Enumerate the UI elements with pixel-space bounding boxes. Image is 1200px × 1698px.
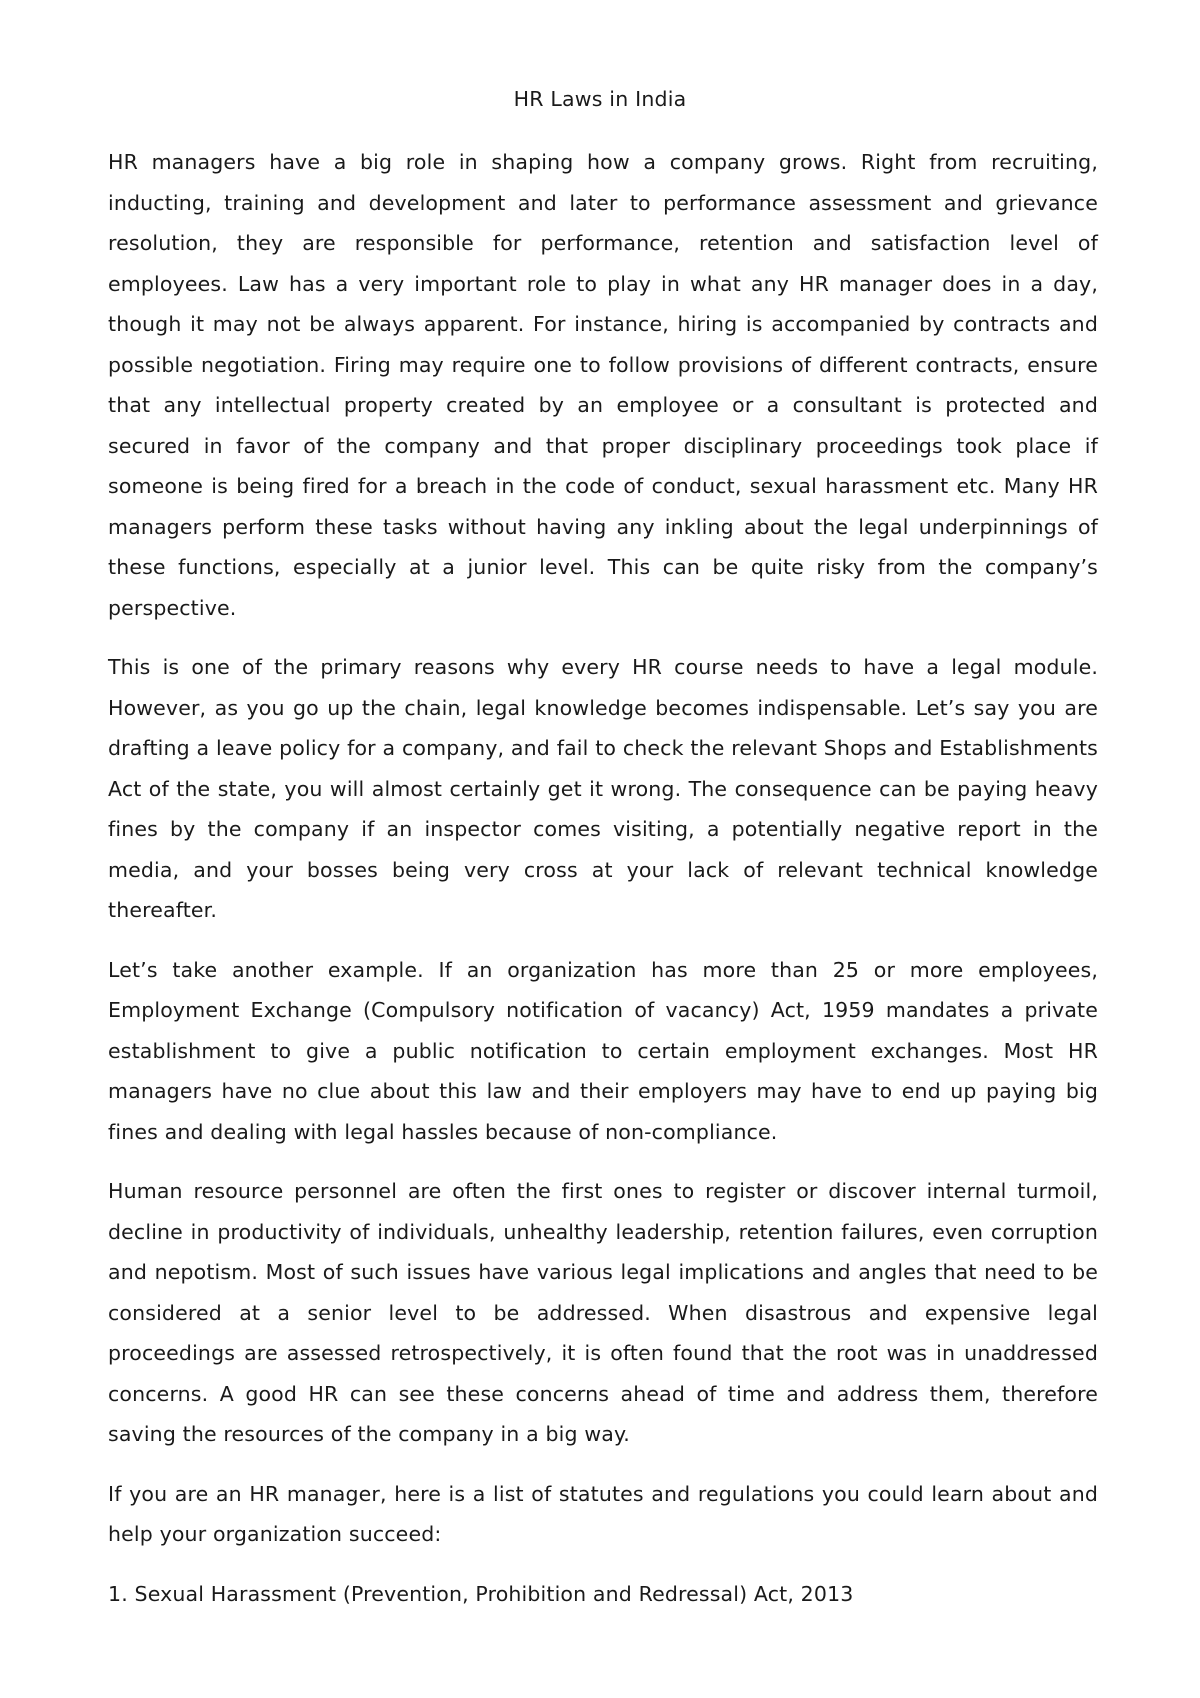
- paragraph-1: HR managers have a big role in shaping how a company grows. Right from recruiting, inducting, training and development and later to performance assessment and grievance resolution, they are responsible for performance, retention and satisfaction level of employees. Law has a very important role to play in what any HR manager does in a day, though it may not be always apparent. For instance, hiring is accompanied by contracts and possible negotiation. Firing may require one to follow provisions of different contracts, ensure that any intellectual property created by an employee or a consultant is protected and secured in favor of the company and that proper disciplinary proceedings took place if someone is being fired for a breach in the code of conduct, sexual harassment etc. Many HR managers perform these tasks without having any inkling about the legal underpinnings of these functions, especially at a junior level. This can be quite risky from the company’s perspective.: [108, 150, 1098, 620]
- document-title: HR Laws in India: [513, 87, 687, 111]
- paragraph-2: This is one of the primary reasons why every HR course needs to have a legal module. However, as you go up the chain, legal knowledge becomes indispensable. Let’s say you are drafting a leave policy for a company, and fail to check the relevant Shops and Establishments Act of the state, you will almost certainly get it wrong. The consequence can be paying heavy fines by the company if an inspector comes visiting, a potentially negative report in the media, and your bosses being very cross at your lack of relevant technical knowledge thereafter.: [108, 655, 1098, 922]
- paragraph-5: If you are an HR manager, here is a list of statutes and regulations you could learn about and help your organization succeed:: [108, 1481, 1098, 1546]
- document-body: [108, 142, 1098, 1614]
- paragraph-4: Human resource personnel are often the first ones to register or discover internal turmoil, decline in productivity of individuals, unhealthy leadership, retention failures, even corruption and nepotism. Most of such issues have various legal implications and angles that need to be considered at a senior level to be addressed. When disastrous and expensive legal proceedings are assessed retrospectively, it is often found that the root was in unaddressed concerns. A good HR can see these concerns ahead of time and address them, therefore saving the resources of the company in a big way.: [108, 1179, 1098, 1446]
- paragraph-3: Let’s take another example. If an organization has more than 25 or more employees, Employment Exchange (Compulsory notification of vacancy) Act, 1959 mandates a private establishment to give a public notification to certain employment exchanges. Most HR managers have no clue about this law and their employers may have to end up paying big fines and dealing with legal hassles because of non-compliance.: [108, 957, 1098, 1144]
- list-item-1: 1. Sexual Harassment (Prevention, Prohibition and Redressal) Act, 2013: [108, 1581, 854, 1606]
